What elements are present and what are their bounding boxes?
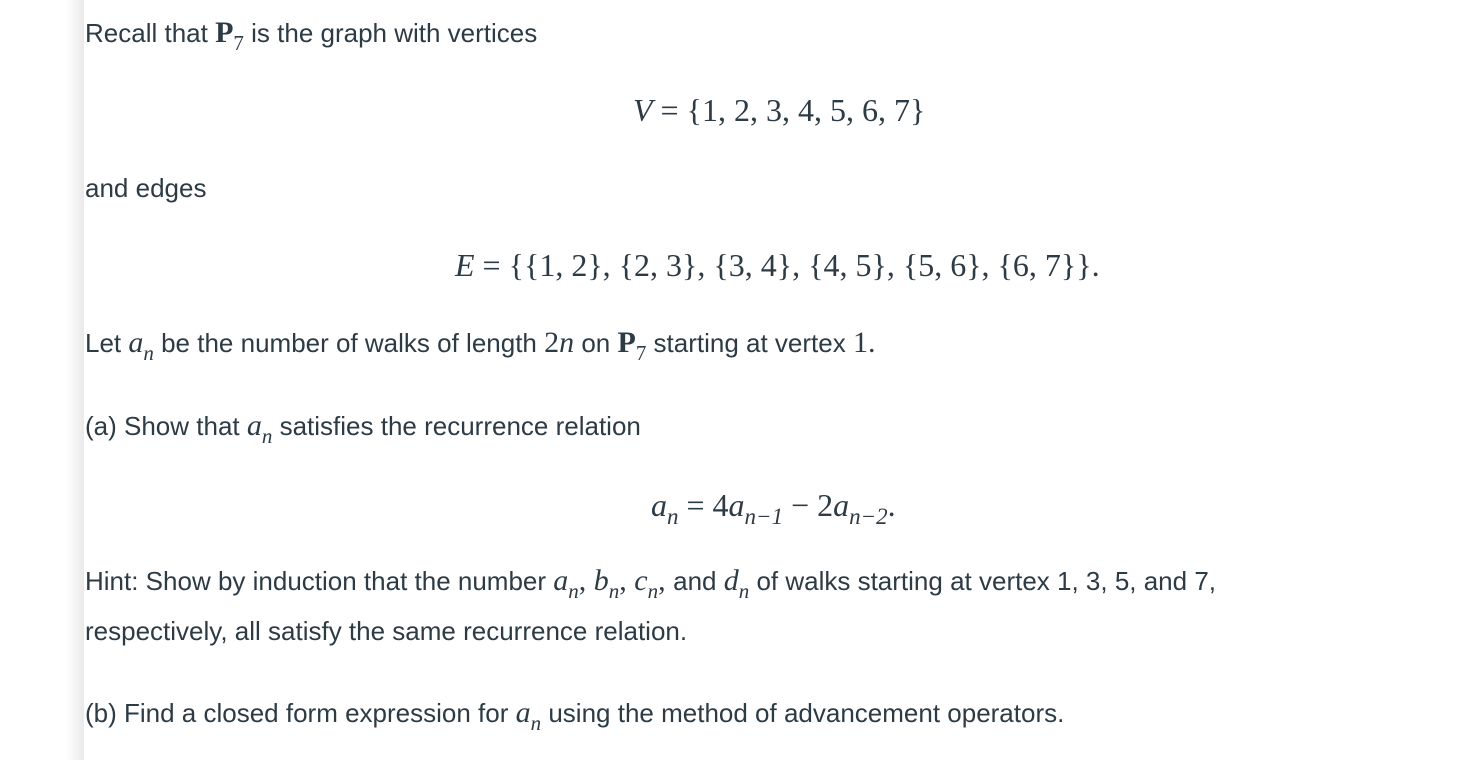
edge-set-E: E xyxy=(455,247,475,283)
vertex-set-equation xyxy=(633,92,925,128)
rec-minus: − 2 xyxy=(783,487,834,523)
rec-lhs-sub: n xyxy=(667,504,679,529)
var-a: a xyxy=(515,696,531,729)
walks-text-1: Let xyxy=(85,328,129,358)
intro-text: Recall that xyxy=(85,18,216,48)
var-d: d xyxy=(723,564,739,597)
var-d-subscript: n xyxy=(738,579,750,603)
hint-line-2: respectively, all satisfy the same recurrence relation. xyxy=(85,616,688,646)
var-a-subscript: n xyxy=(568,579,579,603)
part-b-text-2: using the method of advancement operators. xyxy=(541,698,1065,728)
graph-subscript: 7 xyxy=(233,31,244,55)
edge-set-equation xyxy=(455,247,1100,283)
hint-text-2: of walks starting at vertex 1, 3, 5, and 7, xyxy=(749,566,1217,596)
left-gutter-shadow xyxy=(0,0,84,760)
graph-subscript: 7 xyxy=(635,341,647,365)
part-a-text-1: (a) Show that xyxy=(85,411,247,441)
edge-set-body: = {{1, 2}, {2, 3}, {3, 4}, {4, 5}, {5, 6}, {6, 7}}. xyxy=(474,247,1100,283)
var-a: a xyxy=(246,409,262,442)
walks-text-3: on xyxy=(574,328,618,358)
hint-text-and: and xyxy=(673,566,724,596)
var-c: c xyxy=(634,564,648,597)
var-a-subscript: n xyxy=(143,341,154,365)
hint-line-1 xyxy=(85,564,1217,603)
part-a xyxy=(85,409,641,448)
recurrence-equation xyxy=(651,487,896,527)
var-a: a xyxy=(553,564,569,597)
rec-lhs: a xyxy=(651,487,667,523)
part-b xyxy=(85,696,1065,735)
part-b-text-1: (b) Find a closed form expression for xyxy=(85,698,516,728)
graph-symbol-P: P xyxy=(215,16,234,49)
graph-symbol-P: P xyxy=(617,326,636,359)
length-variable: n xyxy=(559,326,575,359)
vertex-set-V: V xyxy=(633,92,653,128)
vertex-set-body: = {1, 2, 3, 4, 5, 6, 7} xyxy=(652,92,926,128)
var-a-subscript: n xyxy=(261,424,273,448)
rec-term2-sub: n−2 xyxy=(849,504,888,529)
var-b: b xyxy=(593,564,609,597)
hint-comma: , xyxy=(658,564,674,597)
hint-text-1: Hint: Show by induction that the number xyxy=(85,566,554,596)
var-c-subscript: n xyxy=(647,579,659,603)
intro-paragraph xyxy=(85,16,538,55)
length-number: 2 xyxy=(544,326,560,359)
rec-period: . xyxy=(887,487,896,523)
var-b-subscript: n xyxy=(608,579,620,603)
rec-equals: = 4 xyxy=(678,487,729,523)
walks-text-4: starting at vertex xyxy=(646,328,853,358)
walks-definition xyxy=(85,326,876,365)
hint-comma: , xyxy=(578,564,594,597)
walks-text-2: be the number of walks of length xyxy=(153,328,545,358)
var-a: a xyxy=(128,326,144,359)
hint-comma: , xyxy=(619,564,635,597)
part-a-text-2: satisfies the recurrence relation xyxy=(272,411,641,441)
start-vertex: 1. xyxy=(852,326,876,359)
edges-intro: and edges xyxy=(85,173,207,203)
intro-text-suffix: is the graph with vertices xyxy=(243,18,538,48)
var-a-subscript: n xyxy=(530,711,542,735)
rec-term1: a xyxy=(728,487,745,523)
problem-content xyxy=(85,0,1445,760)
rec-term1-sub: n−1 xyxy=(744,504,784,529)
rec-term2: a xyxy=(833,487,850,523)
